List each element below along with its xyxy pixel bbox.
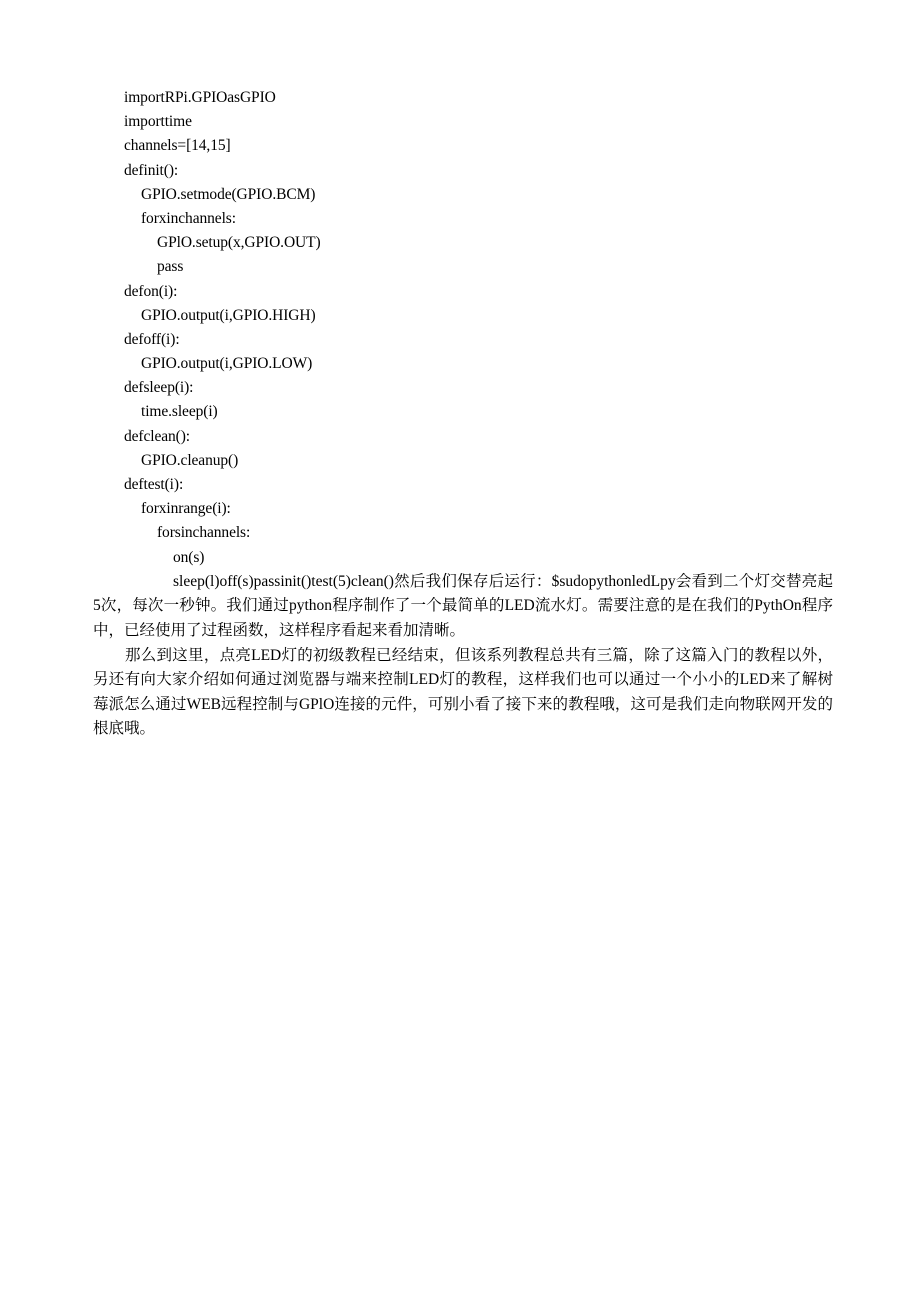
code-line: GPlO.setup(x,GPIO.OUT): [157, 234, 321, 252]
code-line: forxinrange(i):: [141, 500, 231, 518]
paragraph-conclusion: 那么到这里，点亮LED灯的初级教程已经结束，但该系列教程总共有三篇，除了这篇入门的教程以外，另还有向大家介绍如何通过浏览器与端来控制LED灯的教程，这样我们也可以通过一个小小的LED来了解树莓派怎么通过WEB远程控制与GPlO连接的元件，可别小看了接下来的教程哦，这可是我们走向物联网开发的根底哦。: [93, 647, 833, 737]
code-line: GPIO.cleanup(): [141, 451, 239, 469]
code-line: time.sleep(i): [141, 403, 218, 421]
code-line: forsinchannels:: [157, 524, 251, 542]
code-line: GPIO.output(i,GPIO.LOW): [141, 355, 313, 373]
code-line: defclean():: [124, 427, 191, 445]
code-line: forxinchannels:: [141, 209, 236, 227]
code-line: pass: [157, 258, 184, 276]
code-line: GPIO.output(i,GPIO.HIGH): [141, 306, 316, 324]
code-line: definit():: [124, 161, 179, 179]
code-line: defon(i):: [124, 282, 178, 300]
code-line: on(s): [173, 548, 205, 566]
code-line: deftest(i):: [124, 476, 184, 493]
code-line: GPIO.setmode(GPIO.BCM): [141, 185, 316, 203]
code-line: defsleep(i):: [124, 379, 194, 397]
code-line: channels=[14,15]: [124, 137, 231, 155]
code-line: defoff(i):: [124, 330, 180, 348]
code-line: importtime: [124, 113, 192, 131]
code-line: importRPi.GPIOasGPIO: [124, 89, 276, 106]
paragraph-run-instructions: sleep(l)off(s)passinit()test(5)clean()然后我们保存后运行：$sudopythonledLpy会看到二个灯交替亮起5次，每次一秒钟。我们通过python程序制作了一个最简单的LED流水灯。需要注意的是在我们的PythOn程序中，已经使用了过程函数，这样程序看起来看加清晰。: [93, 573, 833, 639]
code-listing: [0, 86, 920, 570]
